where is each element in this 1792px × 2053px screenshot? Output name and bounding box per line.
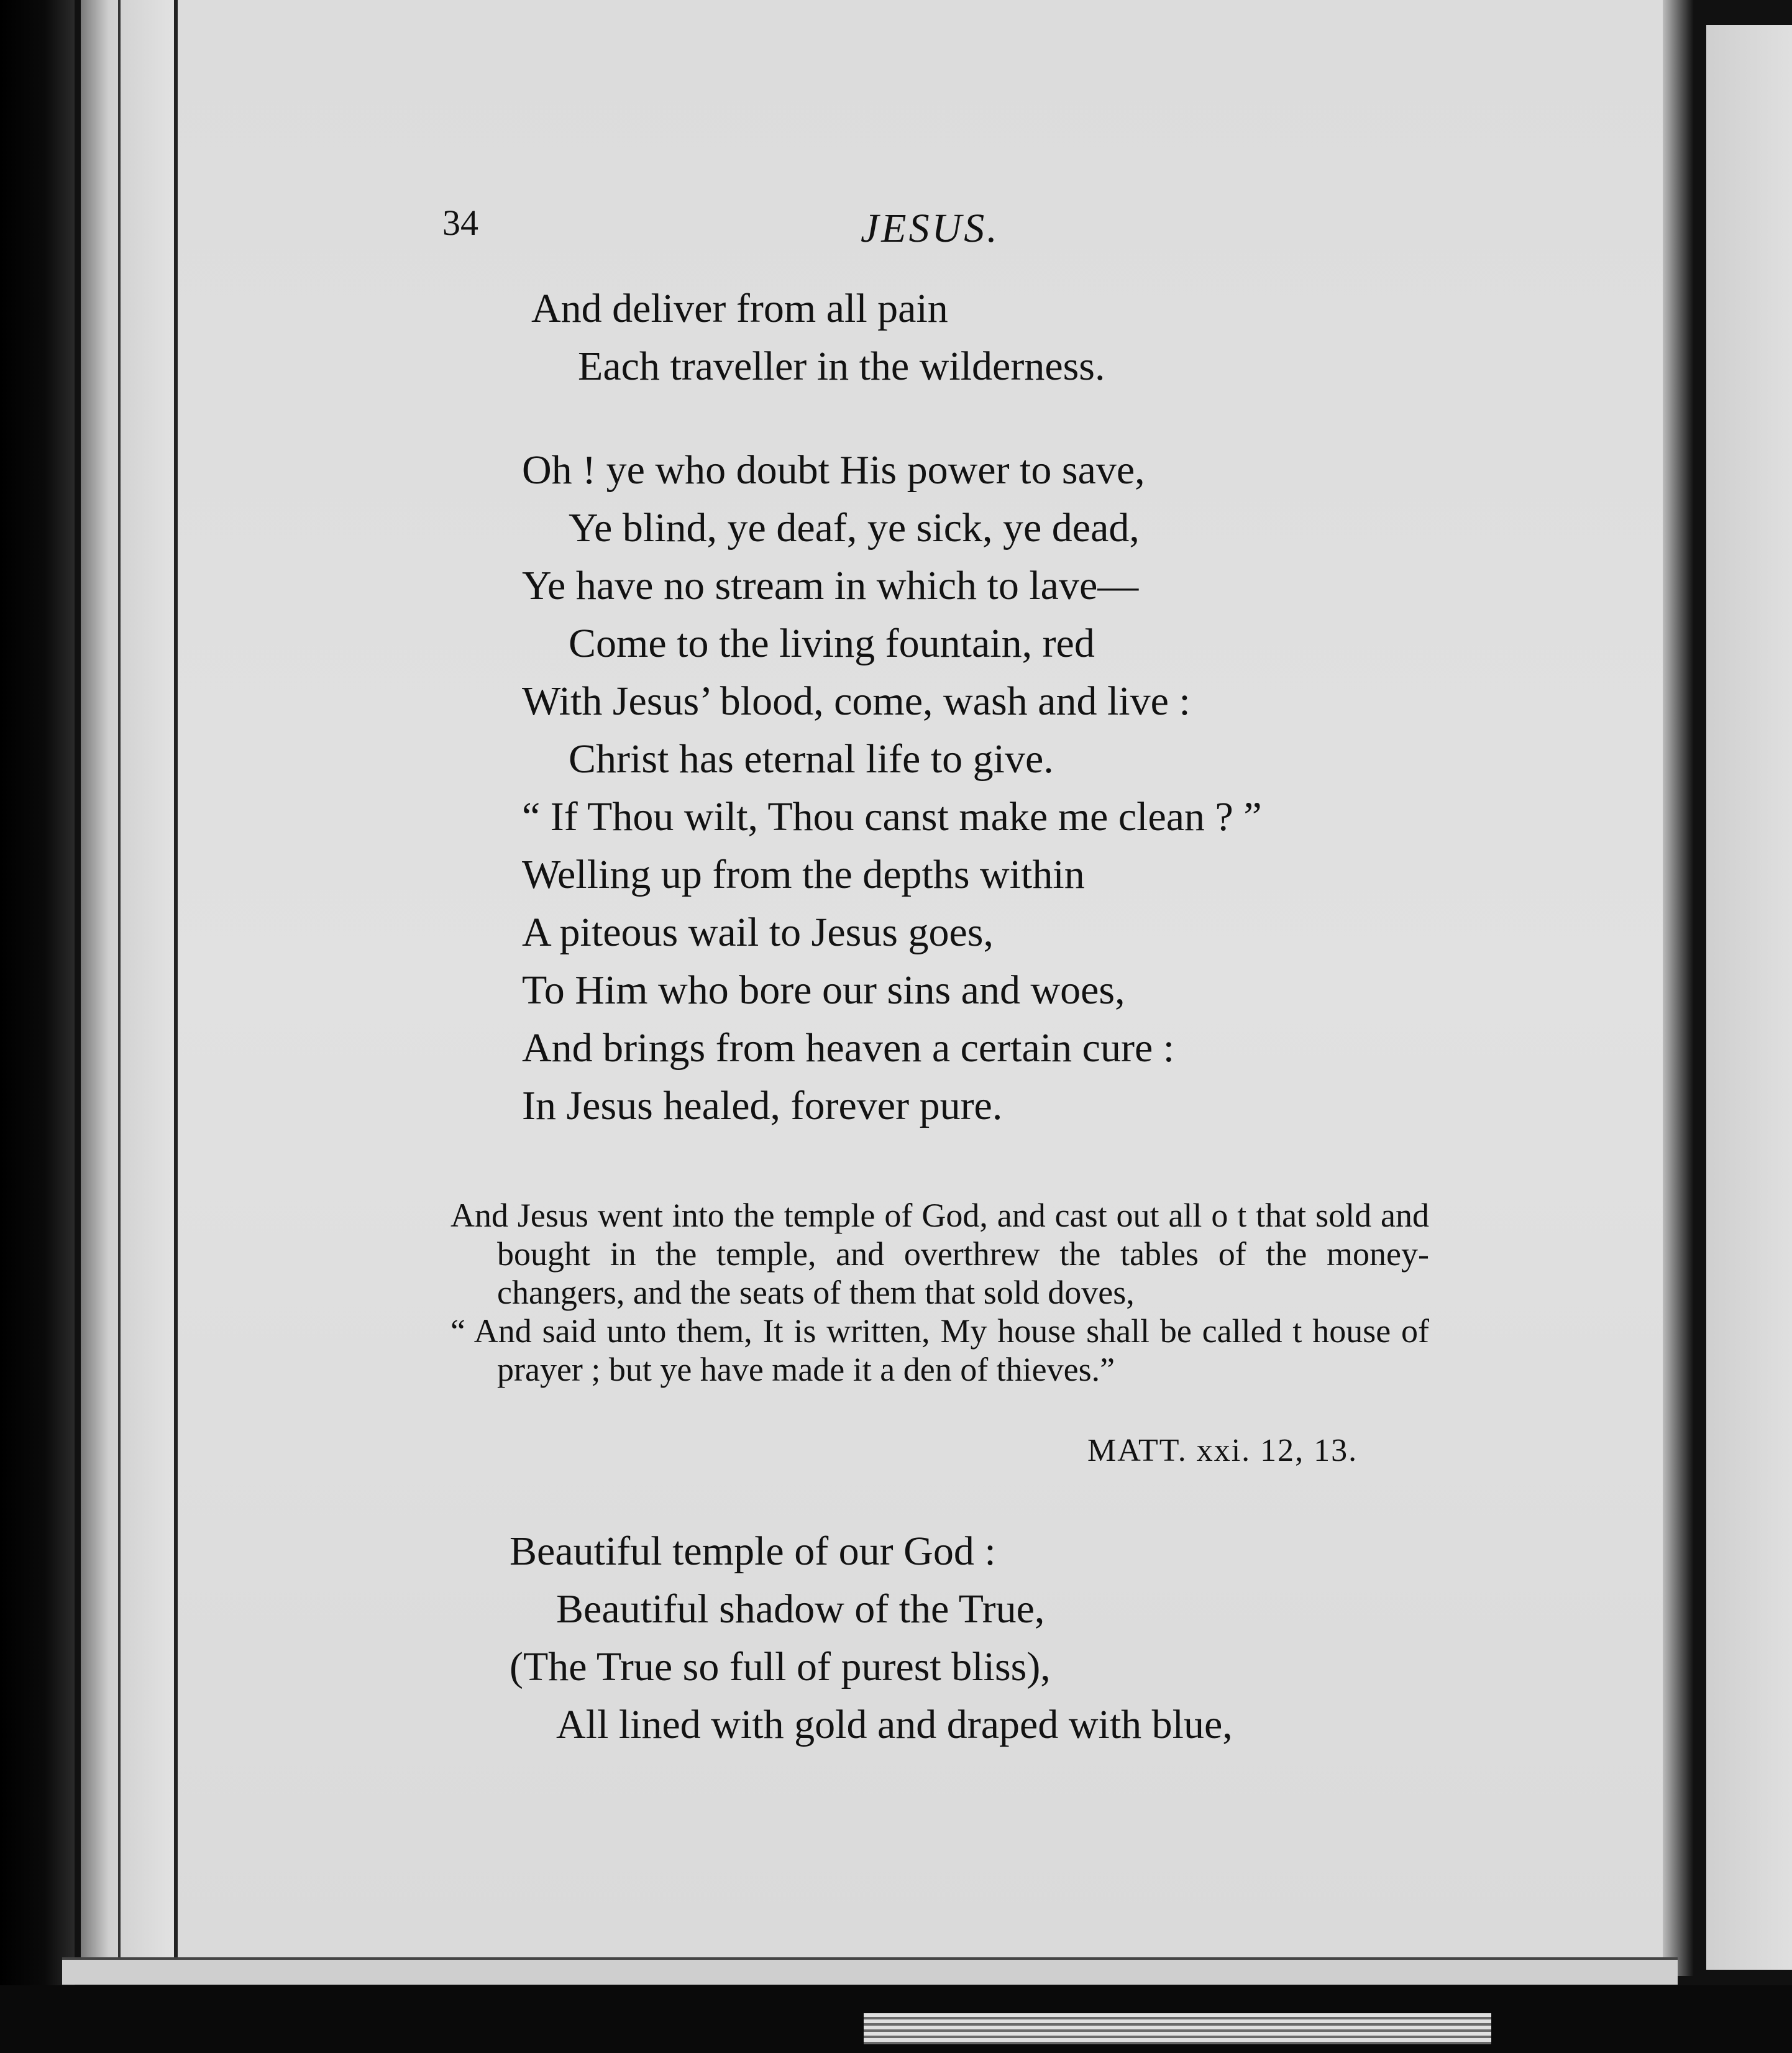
scripture-paragraph: “ And said unto them, It is written, My house shall be called t house of prayer ; but ye have made it a den of thieves.” [450, 1312, 1429, 1388]
verse-line: All lined with gold and draped with blue, [556, 1702, 1233, 1747]
book-gutter [1663, 0, 1694, 1976]
verse-line: And brings from heaven a certain cure : [522, 1025, 1175, 1071]
verse-line: Christ has eternal life to give. [569, 736, 1054, 782]
verse-line: (The True so full of purest bliss), [510, 1644, 1051, 1689]
scripture-citation: MATT. xxi. 12, 13. [1087, 1433, 1358, 1468]
verse-line: Each traveller in the wilderness. [578, 344, 1105, 389]
verse-line: Come to the living fountain, red [569, 621, 1095, 666]
page-bottom-edge [62, 1957, 1678, 1985]
stanza-1 [531, 280, 1105, 395]
verse-line: In Jesus healed, forever pure. [522, 1083, 1003, 1128]
verse-line: Ye blind, ye deaf, ye sick, ye dead, [569, 505, 1140, 551]
page-stack-edge [864, 2013, 1491, 2044]
facing-page-edge [1703, 25, 1792, 1970]
verse-line: “ If Thou wilt, Thou canst make me clean ? ” [522, 794, 1262, 839]
verse-line: Beautiful shadow of the True, [556, 1586, 1045, 1632]
verse-line: And deliver from all pain [531, 286, 948, 331]
verse-line: A piteous wail to Jesus goes, [522, 910, 994, 955]
verse-line: To Him who bore our sins and woes, [522, 967, 1125, 1013]
scripture-paragraph: And Jesus went into the temple of God, and cast out all o t that sold and bought in the temple, and overthrew the tables of the money-changers, and the seats of them that sold doves, [450, 1197, 1429, 1311]
scan-border-left [0, 0, 75, 2053]
page-number: 34 [442, 203, 478, 243]
cover-edge-line [118, 0, 121, 1976]
verse-line: Oh ! ye who doubt His power to save, [522, 447, 1145, 493]
stanza-2 [522, 441, 1262, 1135]
stanza-3 [510, 1522, 1233, 1754]
book-cover-edge [81, 0, 178, 1976]
verse-line: Beautiful temple of our God : [510, 1529, 996, 1574]
scripture-quote [435, 1196, 1429, 1389]
verse-line: Ye have no stream in which to lave— [522, 563, 1139, 608]
running-head: JESUS. [861, 206, 1000, 251]
verse-line: Welling up from the depths within [522, 852, 1085, 897]
verse-line: With Jesus’ blood, come, wash and live : [522, 679, 1191, 724]
